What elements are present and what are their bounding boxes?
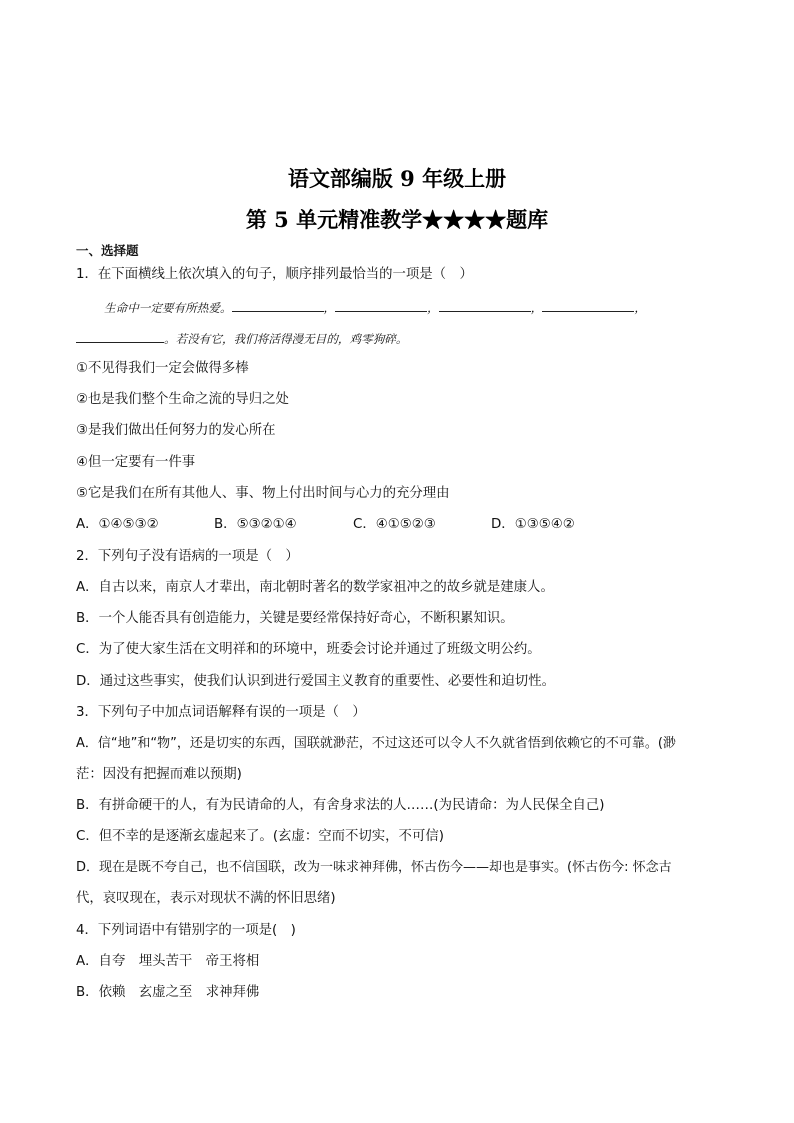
question-2-option-c: C．为了使大家生活在文明祥和的环境中，班委会讨论并通过了班级文明公约。 bbox=[76, 642, 541, 657]
question-1-passage-line-2 bbox=[76, 330, 726, 348]
question-1-passage-line-1 bbox=[104, 299, 724, 317]
blank-separator: ， bbox=[427, 301, 439, 315]
question-1-item-2: ②也是我们整个生命之流的导归之处 bbox=[76, 392, 289, 407]
blank-separator: ， bbox=[530, 301, 543, 315]
question-1-option-c: C．④①⑤②③ bbox=[353, 517, 436, 532]
question-3-stem: 3．下列句子中加点词语解释有误的一项是（ ） bbox=[76, 705, 366, 720]
fill-blank-3 bbox=[439, 299, 531, 312]
fill-blank-4 bbox=[542, 299, 634, 312]
section-heading: 一、选择题 bbox=[76, 243, 139, 258]
question-3-option-b: B．有拼命硬干的人，有为民请命的人，有舍身求法的人……(为民请命：为人民保全自己) bbox=[76, 798, 605, 813]
document-title: 语文部编版 9 年级上册 bbox=[287, 166, 507, 191]
question-4-stem: 4．下列词语中有错别字的一项是( ) bbox=[76, 923, 296, 938]
question-2-option-a: A．自古以来，南京人才辈出，南北朝时著名的数学家祖冲之的故乡就是建康人。 bbox=[76, 580, 554, 595]
fill-blank-5 bbox=[76, 330, 164, 343]
fill-blank-2 bbox=[335, 299, 427, 312]
question-3-option-d-line-1: D．现在是既不夸自己，也不信国联，改为一味求神拜佛，怀古伤今——却也是事实。(怀古伤今: 怀念古 bbox=[76, 860, 672, 875]
passage-end: 。若没有它，我们将活得漫无目的，鸡零狗碎。 bbox=[164, 332, 408, 346]
question-4-option-b: B．依赖 玄虚之至 求神拜佛 bbox=[76, 985, 260, 1000]
question-1-item-5: ⑤它是我们在所有其他人、事、物上付出时间与心力的充分理由 bbox=[76, 486, 450, 501]
question-3-option-c: C．但不幸的是逐渐玄虚起来了。(玄虚：空而不切实，不可信) bbox=[76, 829, 444, 844]
document-subtitle: 第 5 单元精准教学★★★★题库 bbox=[245, 207, 549, 232]
question-3-option-d-line-2: 代，哀叹现在，表示对现状不满的怀旧思绪) bbox=[76, 891, 336, 906]
blank-separator: ， bbox=[634, 301, 646, 315]
question-2-stem: 2．下列句子没有语病的一项是（ ） bbox=[76, 549, 299, 564]
blank-separator: ， bbox=[323, 301, 336, 315]
question-3-option-a-line-2: 茫：因没有把握而难以预期) bbox=[76, 767, 242, 782]
question-1-option-d: D．①③⑤④② bbox=[491, 517, 575, 532]
question-1-item-3: ③是我们做出任何努力的发心所在 bbox=[76, 423, 276, 438]
question-4-option-a: A．自夸 埋头苦干 帝王将相 bbox=[76, 954, 260, 969]
question-2-option-b: B．一个人能否具有创造能力，关键是要经常保持好奇心，不断积累知识。 bbox=[76, 611, 514, 626]
question-1-option-b: B．⑤③②①④ bbox=[214, 517, 297, 532]
question-1-item-4: ④但一定要有一件事 bbox=[76, 455, 196, 470]
question-1-option-a: A．①④⑤③② bbox=[76, 517, 159, 532]
passage-start: 生命中一定要有所热爱。 bbox=[104, 301, 232, 315]
fill-blank-1 bbox=[232, 299, 324, 312]
question-3-option-a-line-1: A．信“地”和“物”，还是切实的东西，国联就渺茫，不过这还可以令人不久就省悟到依赖它的不可靠。(渺 bbox=[76, 736, 676, 751]
question-1-stem: 1．在下面横线上依次填入的句子，顺序排列最恰当的一项是（ ） bbox=[76, 267, 473, 282]
question-1-item-1: ①不见得我们一定会做得多棒 bbox=[76, 361, 249, 376]
question-2-option-d: D．通过这些事实，使我们认识到进行爱国主义教育的重要性、必要性和迫切性。 bbox=[76, 674, 555, 689]
